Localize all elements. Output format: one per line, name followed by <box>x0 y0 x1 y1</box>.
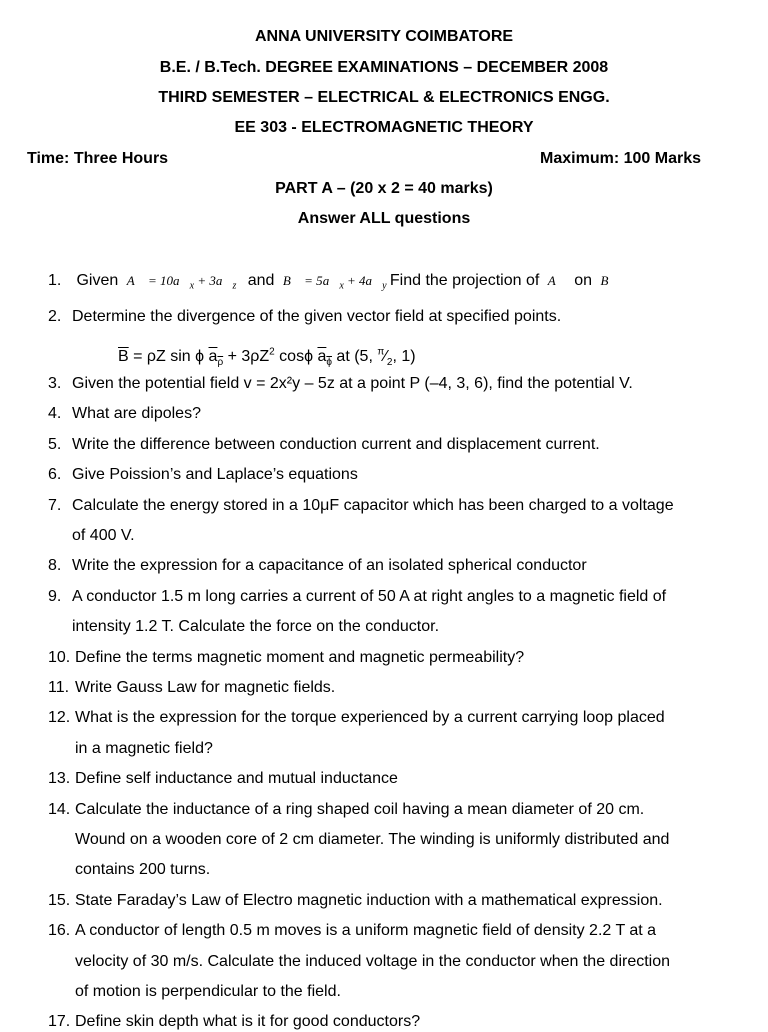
question-number: 12. <box>48 709 71 726</box>
question-12 <box>48 708 748 728</box>
question-16 <box>48 921 748 941</box>
question-number: 15. <box>48 892 71 909</box>
question-text: Define self inductance and mutual inductance <box>75 770 398 787</box>
subject-title: EE 303 - ELECTROMAGNETIC THEORY <box>234 119 534 136</box>
question-7-continued <box>48 526 748 546</box>
question-text: Define skin depth what is it for good conductors? <box>75 1013 421 1030</box>
question-11 <box>48 678 748 698</box>
question-number: 6. <box>48 466 62 483</box>
university-title: ANNA UNIVERSITY COIMBATORE <box>254 28 514 45</box>
question-10 <box>48 648 748 668</box>
question-text: Calculate the inductance of a ring shaped coil having a mean diameter of 20 cm. <box>75 801 645 818</box>
question-3 <box>48 374 748 394</box>
question-text: A conductor 1.5 m long carries a current of 50 A at right angles to a magnetic field of <box>72 588 667 605</box>
instruction-heading: Answer ALL questions <box>297 210 471 227</box>
question-text: Define the terms magnetic moment and magnetic permeability? <box>75 649 525 666</box>
question-13 <box>48 769 748 789</box>
question-text: contains 200 turns. <box>75 861 211 878</box>
question-6 <box>48 465 748 485</box>
question-text: What is the expression for the torque experienced by a current carrying loop placed <box>75 709 665 726</box>
question-number: 13. <box>48 770 71 787</box>
question-9 <box>48 587 748 607</box>
question-14-continued <box>48 830 748 850</box>
question-text: A conductor of length 0.5 m moves is a uniform magnetic field of density 2.2 T at a <box>75 922 657 939</box>
question-text: Write the expression for a capacitance of an isolated spherical conductor <box>72 557 587 574</box>
question-text: Write Gauss Law for magnetic fields. <box>75 679 336 696</box>
question-text: of 400 V. <box>72 527 135 544</box>
vector-a-expression: A⃗ = $10a⃗_x$ + $3a⃗_z$ <box>126 273 237 292</box>
question-text: Write the difference between conduction current and displacement current. <box>72 436 600 453</box>
question-14-continued <box>48 860 748 880</box>
question-number: 3. <box>48 375 62 392</box>
question-16-continued <box>48 982 748 1002</box>
question-text: in a magnetic field? <box>75 740 213 757</box>
question-text: Wound on a wooden core of 2 cm diameter. The winding is uniformly distributed and <box>75 831 670 848</box>
question-number: 17. <box>48 1013 71 1030</box>
question-number: 11. <box>48 679 70 696</box>
question-8 <box>48 556 748 576</box>
question-number: 8. <box>48 557 62 574</box>
question-text: intensity 1.2 T. Calculate the force on the conductor. <box>72 618 440 635</box>
question-7 <box>48 496 748 516</box>
question-2: 2. Determine the divergence of the given vector field at specified points. <box>48 308 562 325</box>
question-text: State Faraday’s Law of Electro magnetic induction with a mathematical expression. <box>75 892 663 909</box>
question-number: 16. <box>48 922 71 939</box>
question-5 <box>48 435 748 455</box>
question-number: 14. <box>48 801 71 818</box>
question-number: 9. <box>48 588 62 605</box>
question-4 <box>48 404 748 424</box>
question-17 <box>48 1012 748 1032</box>
semester-title: THIRD SEMESTER – ELECTRICAL & ELECTRONICS ENGG. <box>158 89 610 106</box>
question-9-continued <box>48 617 748 637</box>
question-12-continued <box>48 739 748 759</box>
question-number: 4. <box>48 405 62 422</box>
divergence-formula: $\overline{B} = \rho Z$ sin ϕ $a_\rho + 3\rho Z^2$ cosϕ $a_\phi$ at (5, $^\pi⁄_2$, 1) <box>118 346 416 369</box>
part-heading: PART A – (20 x 2 = 40 marks) <box>275 180 493 197</box>
question-14 <box>48 800 748 820</box>
question-text: of motion is perpendicular to the field. <box>75 983 341 1000</box>
question-number: 5. <box>48 436 62 453</box>
question-text: velocity of 30 m/s. Calculate the induced voltage in the conductor when the direction <box>75 953 671 970</box>
question-text: Calculate the energy stored in a 10μF capacitor which has been charged to a voltage <box>72 497 674 514</box>
question-text: Given the potential field v = 2x²y – 5z at a point P (–4, 3, 6), find the potential V. <box>72 375 633 392</box>
question-number: 7. <box>48 497 62 514</box>
question-text: What are dipoles? <box>72 405 201 422</box>
vector-b-expression: B⃗ = $5a⃗_x$ + $4a⃗_y$ <box>282 273 387 292</box>
exam-title: B.E. / B.Tech. DEGREE EXAMINATIONS – DECEMBER 2008 <box>159 59 609 76</box>
time-label: Time: Three Hours <box>27 150 169 167</box>
question-16-continued <box>48 952 748 972</box>
question-15 <box>48 891 748 911</box>
question-1: 1. Given A⃗ = $10a⃗_x$ + $3a⃗_z$ and B⃗ = $5a⃗_x$ + $4a⃗_y$ Find the projection of A⃗ on B⃗ <box>48 272 619 292</box>
question-number: 10. <box>48 649 71 666</box>
question-text: Give Poission’s and Laplace’s equations <box>72 466 358 483</box>
max-marks-label: Maximum: 100 Marks <box>540 150 701 167</box>
